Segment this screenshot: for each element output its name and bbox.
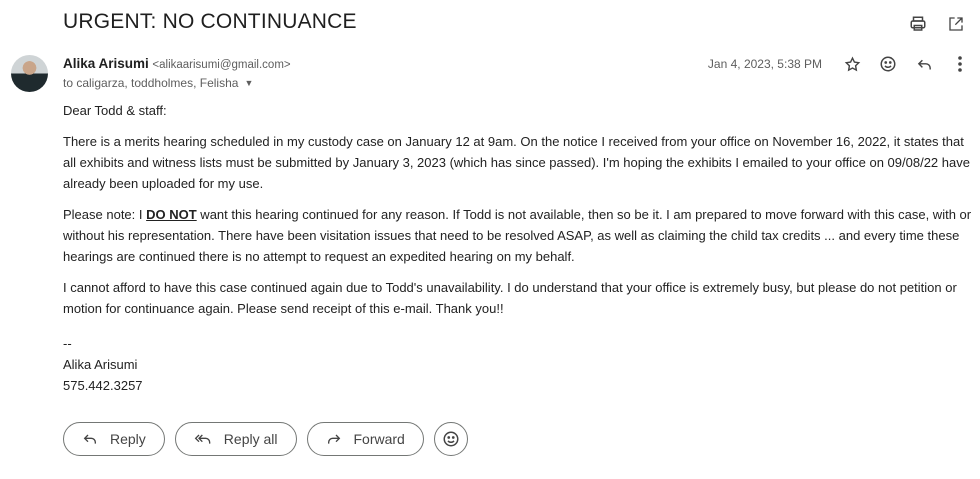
emoji-reaction-icon[interactable] — [878, 54, 898, 74]
emoji-icon — [442, 430, 460, 448]
email-body — [63, 100, 973, 396]
email-subject: URGENT: NO CONTINUANCE — [63, 10, 357, 33]
star-icon[interactable] — [842, 54, 862, 74]
print-icon[interactable] — [908, 14, 928, 34]
forward-label: Forward — [353, 431, 405, 447]
chevron-down-icon[interactable]: ▼ — [244, 78, 254, 88]
emphasis-do-not: DO NOT — [146, 207, 197, 222]
signature-name: Alika Arisumi — [63, 357, 138, 372]
p2-text: Please note: I — [63, 207, 147, 222]
p2-text-rest: want this hearing continued for any reason. If Todd is not available, then so be it. I am prepared to move forward with this case, with or without his representation. There have been visitation issues that need to be resolved ASAP, as well as claiming the child tax credits ... and every time these hearings are continued there is no attempt to request an expedited hearing on my behalf. — [63, 207, 972, 264]
signature-phone: 575.442.3257 — [63, 378, 143, 393]
reply-all-label: Reply all — [223, 431, 278, 447]
forward-icon — [326, 431, 342, 447]
reply-all-button[interactable] — [175, 422, 297, 456]
recipients[interactable] — [63, 76, 253, 90]
greeting: Dear Todd & staff: — [63, 103, 167, 118]
signature-dash: -- — [63, 336, 72, 351]
paragraph-2 — [63, 204, 973, 267]
avatar[interactable] — [11, 55, 48, 92]
paragraph-1: There is a merits hearing scheduled in my custody case on January 12 at 9am. On the notice I received from your office on November 16, 2022, it states that all exhibits and witness lists must be submitted by January 3, 2023 (which has since passed). I'm hoping the exhibits I emailed to your office on 09/08/22 have already been uploaded for my use. — [63, 134, 970, 191]
paragraph-3: I cannot afford to have this case continued again due to Todd's unavailability. I do understand that your office is extremely busy, but please do not petition or motion for continuance again. Please send receipt of this e-mail. Thank you!! — [63, 280, 957, 316]
more-options-icon[interactable] — [950, 54, 970, 74]
sender-email: <alikaarisumi@gmail.com> — [152, 59, 291, 71]
reply-button[interactable] — [63, 422, 165, 456]
reply-icon[interactable] — [914, 54, 934, 74]
open-in-new-window-icon[interactable] — [946, 14, 966, 34]
emoji-reaction-button[interactable] — [434, 422, 468, 456]
recipients-text: to caligarza, toddholmes, Felisha — [63, 76, 239, 90]
forward-button[interactable] — [307, 422, 424, 456]
sender-info — [63, 56, 291, 71]
reply-label: Reply — [110, 431, 146, 447]
signature — [63, 333, 973, 396]
sender-name[interactable]: Alika Arisumi — [63, 56, 149, 71]
reply-icon — [82, 431, 98, 447]
email-date: Jan 4, 2023, 5:38 PM — [707, 57, 822, 71]
reply-all-icon — [194, 431, 212, 447]
